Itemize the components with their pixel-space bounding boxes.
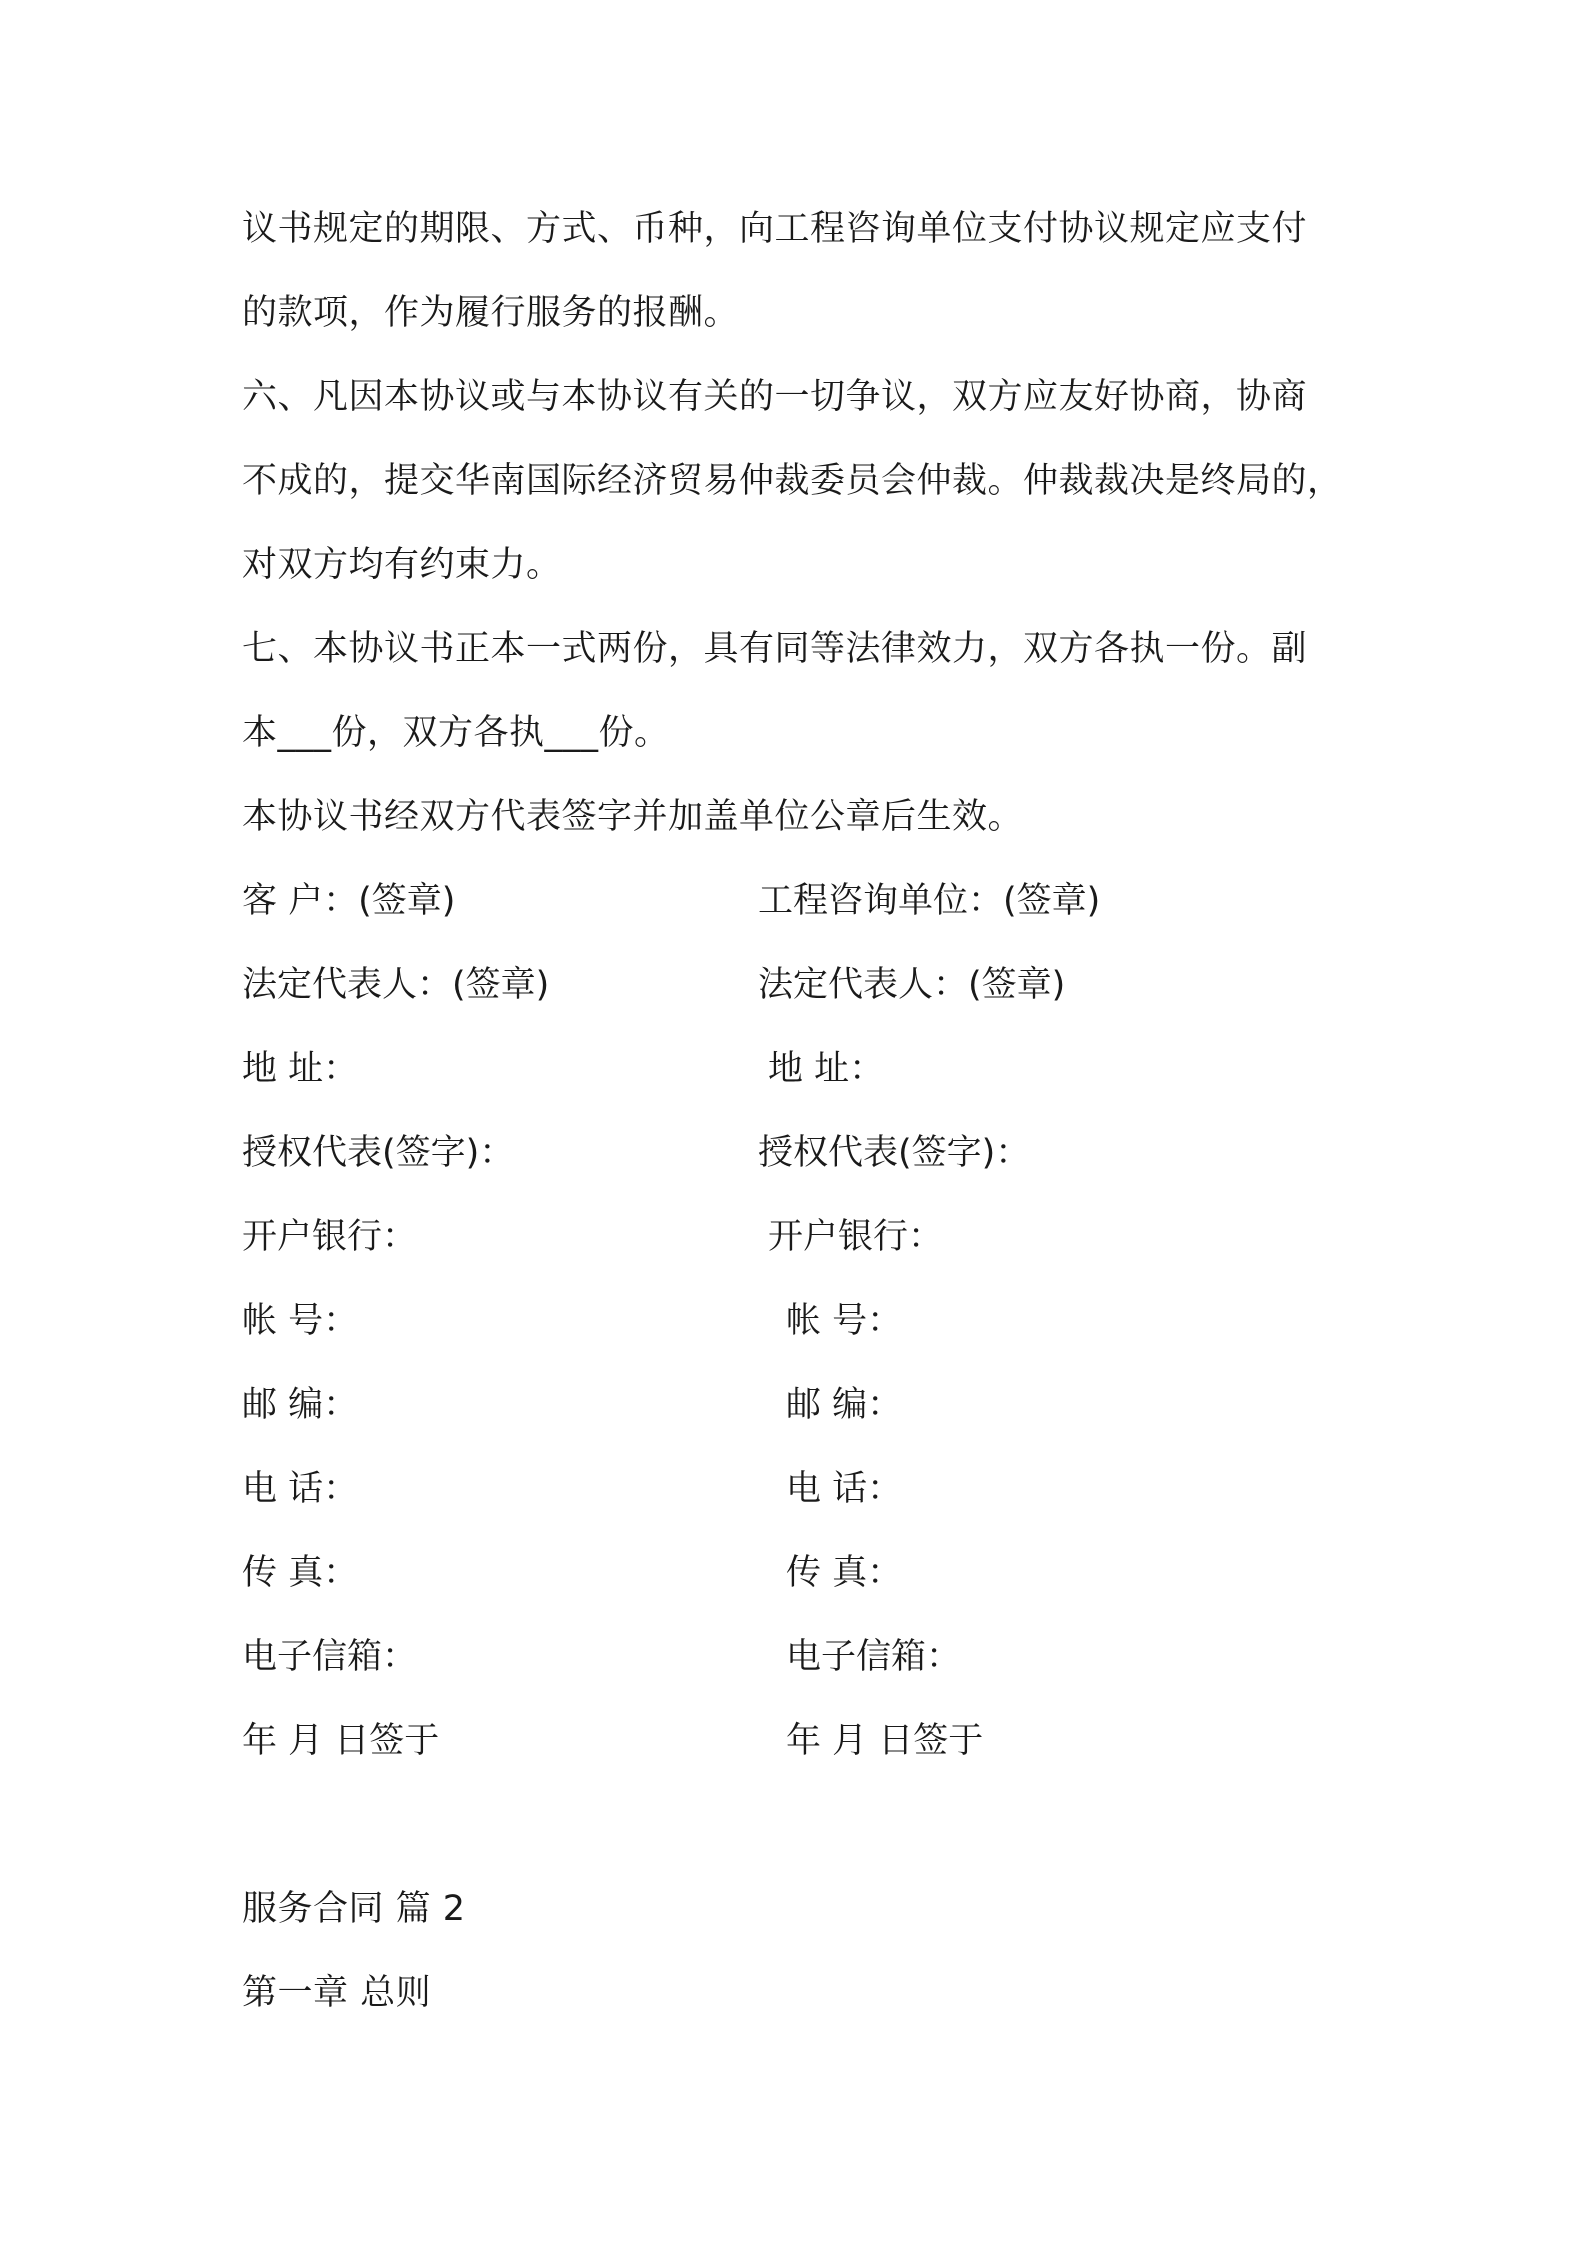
signature-field-right: 电 话： xyxy=(786,1469,903,1509)
signature-row-address xyxy=(0,1045,1586,1093)
signature-field-left: 开户银行： xyxy=(242,1217,418,1257)
paragraph-line: 本协议书经双方代表签字并加盖单位公章后生效。 xyxy=(242,797,1024,837)
section-heading: 服务合同 篇 2 xyxy=(242,1889,466,1929)
chapter-heading: 第一章 总则 xyxy=(242,1973,432,2013)
signature-field-right: 地 址： xyxy=(768,1049,885,1089)
paragraph-line: 不成的，提交华南国际经济贸易仲裁委员会仲裁。仲裁裁决是终局的， xyxy=(242,461,1343,501)
signature-row-authorized-rep xyxy=(0,1129,1586,1177)
signature-field-left: 电 话： xyxy=(242,1469,359,1509)
signature-field-left: 传 真： xyxy=(242,1553,359,1593)
signature-field-left: 授权代表(签字)： xyxy=(242,1133,515,1173)
signature-field-right: 工程咨询单位：(签章) xyxy=(758,881,1101,921)
signature-field-right: 电子信箱： xyxy=(786,1637,962,1677)
signature-field-left: 电子信箱： xyxy=(242,1637,418,1677)
signature-field-right: 传 真： xyxy=(786,1553,903,1593)
paragraph-line: 六、凡因本协议或与本协议有关的一切争议，双方应友好协商，协商 xyxy=(242,377,1308,417)
signature-field-right: 邮 编： xyxy=(786,1385,903,1425)
signature-row-email xyxy=(0,1633,1586,1681)
signature-row-fax xyxy=(0,1549,1586,1597)
signature-field-left: 客 户：(签章) xyxy=(242,881,456,921)
signature-field-left: 年 月 日签于 xyxy=(242,1721,440,1761)
signature-row-legal-rep xyxy=(0,961,1586,1009)
signature-field-right: 年 月 日签于 xyxy=(786,1721,984,1761)
signature-row-client xyxy=(0,877,1586,925)
signature-field-right: 开户银行： xyxy=(768,1217,944,1257)
signature-field-right: 法定代表人：(签章) xyxy=(758,965,1066,1005)
paragraph-line: 的款项，作为履行服务的报酬。 xyxy=(242,293,740,333)
signature-row-phone xyxy=(0,1465,1586,1513)
signature-field-right: 帐 号： xyxy=(786,1301,903,1341)
signature-field-right: 授权代表(签字)： xyxy=(758,1133,1031,1173)
signature-field-left: 法定代表人：(签章) xyxy=(242,965,550,1005)
signature-row-bank xyxy=(0,1213,1586,1261)
signature-row-postcode xyxy=(0,1381,1586,1429)
paragraph-line: 七、本协议书正本一式两份，具有同等法律效力，双方各执一份。副 xyxy=(242,629,1308,669)
signature-field-left: 地 址： xyxy=(242,1049,359,1089)
paragraph-line: 本___份，双方各执___份。 xyxy=(242,713,670,753)
signature-row-date xyxy=(0,1717,1586,1765)
signature-field-left: 帐 号： xyxy=(242,1301,359,1341)
signature-field-left: 邮 编： xyxy=(242,1385,359,1425)
signature-row-account xyxy=(0,1297,1586,1345)
paragraph-line: 对双方均有约束力。 xyxy=(242,545,562,585)
paragraph-line: 议书规定的期限、方式、币种，向工程咨询单位支付协议规定应支付 xyxy=(242,209,1308,249)
